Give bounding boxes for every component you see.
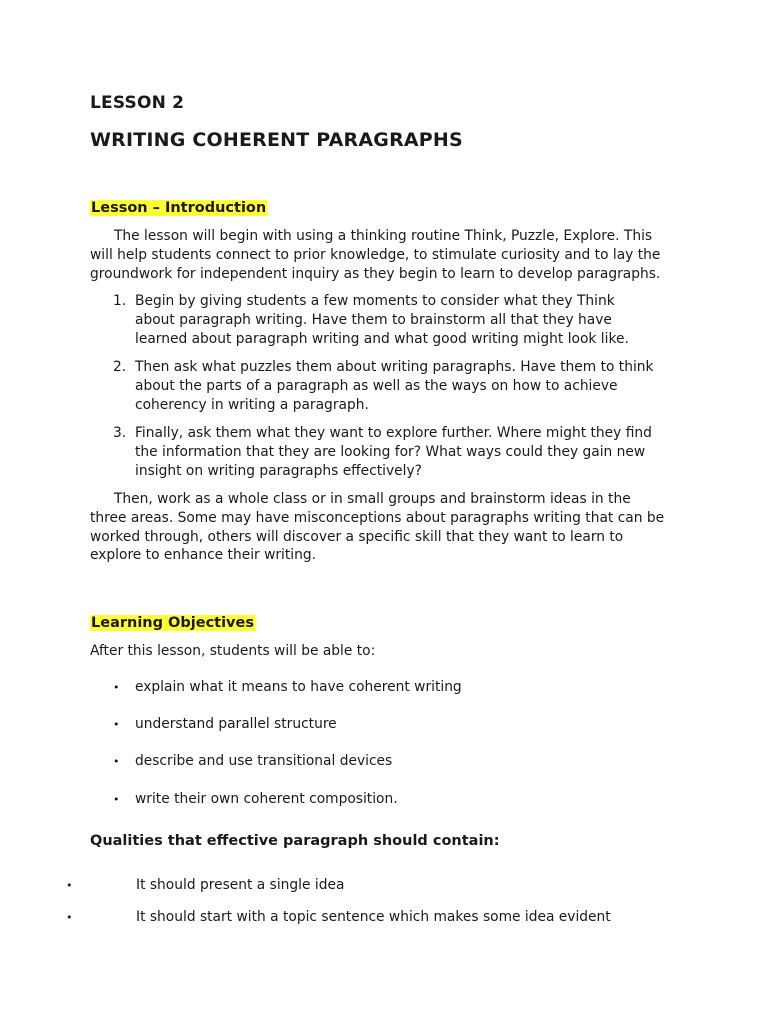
- objective-text: explain what it means to have coherent writing: [135, 679, 462, 695]
- bullet-icon: •: [66, 879, 73, 892]
- objective-text: understand parallel structure: [135, 716, 337, 732]
- step-text: Then ask what puzzles them about writing paragraphs. Have them to think about the parts of a paragraph as well as the ways on how to achieve coherency in writing a paragraph.: [135, 359, 654, 413]
- numbered-step: [113, 358, 653, 416]
- step-text: Finally, ask them what they want to explore further. Where might they find the information that they are looking for? What ways could they gain new insight on writing paragraphs effectively?: [135, 425, 652, 479]
- numbered-step: [113, 424, 653, 482]
- step-number: 3.: [113, 425, 127, 441]
- objectives-heading-text: Learning Objectives: [91, 615, 254, 631]
- objective-text: describe and use transitional devices: [135, 753, 393, 769]
- numbered-step: [113, 292, 653, 350]
- bullet-icon: •: [113, 681, 120, 694]
- qualities-heading: Qualities that effective paragraph should contain:: [90, 833, 500, 849]
- lesson-number: LESSON 2: [90, 93, 185, 113]
- bullet-icon: •: [113, 793, 120, 806]
- intro-heading-text: Lesson – Introduction: [91, 200, 267, 216]
- step-text: Begin by giving students a few moments to consider what they Think about paragraph writing. Have them to brainstorm all that they have learned about paragraph writing and what good writing might look like.: [135, 293, 629, 347]
- intro-heading: [90, 197, 267, 216]
- intro-paragraph-text: The lesson will begin with using a thinking routine Think, Puzzle, Explore. This will help students connect to prior knowledge, to stimulate curiosity and to lay the groundwork for independent inquiry as they begin to learn to develop paragraphs.: [90, 228, 661, 282]
- bullet-icon: •: [113, 718, 120, 731]
- bullet-icon: •: [66, 911, 73, 924]
- step-number: 1.: [113, 293, 127, 309]
- quality-text: It should start with a topic sentence which makes some idea evident: [136, 909, 611, 925]
- closing-paragraph: [90, 490, 670, 565]
- objectives-heading: [90, 612, 255, 631]
- step-number: 2.: [113, 359, 127, 375]
- page-title: WRITING COHERENT PARAGRAPHS: [90, 129, 463, 151]
- objective-text: write their own coherent composition.: [135, 791, 398, 807]
- objectives-lead: After this lesson, students will be able to:: [90, 643, 376, 659]
- intro-paragraph: [90, 227, 670, 283]
- quality-text: It should present a single idea: [136, 877, 345, 893]
- bullet-icon: •: [113, 755, 120, 768]
- closing-paragraph-text: Then, work as a whole class or in small groups and brainstorm ideas in the three areas. Some may have misconceptions about paragraphs writing that can be worked through, others will discover a specific skill that they want to learn to explore to enhance their writing.: [90, 491, 665, 564]
